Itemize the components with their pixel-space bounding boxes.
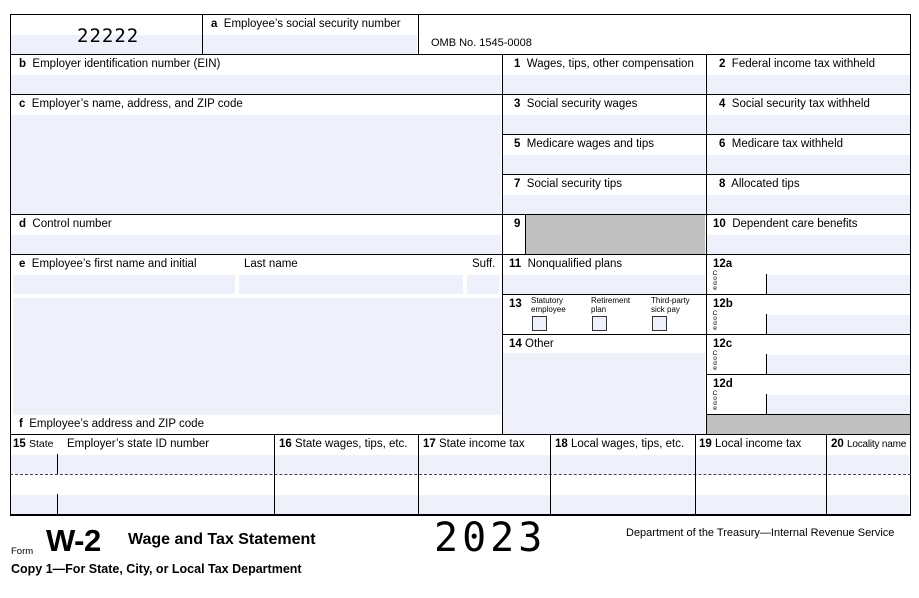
code-letter: C [712, 350, 718, 357]
box-e-label: e Employee’s first name and initial [19, 258, 197, 270]
retirement-plan-checkbox[interactable] [592, 316, 607, 331]
code-letter: o [713, 395, 717, 402]
code-letter: e [713, 365, 717, 372]
box-2-input[interactable] [707, 75, 910, 94]
box-12d-label: 12d [713, 378, 733, 390]
ssn-input[interactable] [203, 35, 417, 54]
box-1-label: 1 Wages, tips, other compensation [514, 58, 694, 70]
box-10-label: 10 Dependent care benefits [713, 218, 858, 230]
last-name-label: Last name [244, 258, 298, 270]
box-12b-label: 12b [713, 298, 733, 310]
department-text: Department of the Treasury—Internal Revenue Service [626, 527, 895, 539]
box-b-label: b Employer identification number (EIN) [19, 58, 221, 70]
employee-first-name-input[interactable] [13, 275, 235, 294]
box-d-label: d Control number [19, 218, 112, 230]
box-15-state-id-label: Employer’s state ID number [67, 438, 210, 450]
third-party-sick-pay-checkbox[interactable] [652, 316, 667, 331]
box-8-label: 8 Allocated tips [719, 178, 800, 190]
box-c-label: c Employer’s name, address, and ZIP code [19, 98, 243, 110]
box-4-label: 4 Social security tax withheld [719, 98, 870, 110]
code-letter: e [713, 405, 717, 412]
form-word: Form [11, 546, 34, 557]
code-letter: o [713, 275, 717, 282]
form-name: W-2 [46, 523, 101, 558]
box-12a-label: 12a [713, 258, 733, 270]
statutory-employee-checkbox[interactable] [532, 316, 547, 331]
code-letter: C [712, 310, 718, 317]
employer-name-input[interactable] [11, 115, 501, 214]
code-letter: d [713, 360, 717, 367]
thirdparty-label: Third-party sick pay [651, 296, 690, 314]
box-1-input[interactable] [503, 75, 705, 94]
control-number-input[interactable] [11, 235, 501, 254]
code-letter: C [712, 270, 718, 277]
box-2-label: 2 Federal income tax withheld [719, 58, 875, 70]
copy-designation: Copy 1—For State, City, or Local Tax Department [11, 562, 302, 576]
box-5-label: 5 Medicare wages and tips [514, 138, 655, 150]
box-19-label: 19 Local income tax [699, 438, 802, 450]
box-20-label: 20 Locality name [831, 438, 907, 450]
tax-year: 2023 [434, 515, 547, 561]
employee-suffix-input[interactable] [467, 275, 499, 294]
box-16-label: 16 State wages, tips, etc. [279, 438, 408, 450]
box-7-label: 7 Social security tips [514, 178, 623, 190]
control-code: 22222 [77, 25, 140, 47]
ein-input[interactable] [11, 75, 501, 94]
code-letter: d [713, 280, 717, 287]
suffix-label: Suff. [472, 258, 496, 270]
box-17-label: 17 State income tax [423, 438, 525, 450]
box-11-label: 11 Nonqualified plans [509, 258, 623, 270]
code-letter: d [713, 400, 717, 407]
box-f-label: f Employee’s address and ZIP code [19, 418, 204, 430]
box-3-label: 3 Social security wages [514, 98, 638, 110]
code-letter: C [712, 390, 718, 397]
box-9-label: 9 [514, 218, 521, 230]
code-letter: o [713, 355, 717, 362]
box-14-label: 14 Other [509, 338, 554, 350]
code-letter: o [713, 315, 717, 322]
box-18-label: 18 Local wages, tips, etc. [555, 438, 685, 450]
box-6-label: 6 Medicare tax withheld [719, 138, 844, 150]
box-12c-label: 12c [713, 338, 733, 350]
omb-number: OMB No. 1545-0008 [431, 37, 532, 49]
box-15-label: 15 State [13, 438, 54, 450]
code-letter: e [713, 325, 717, 332]
code-letter: e [713, 285, 717, 292]
employee-last-name-input[interactable] [239, 275, 463, 294]
code-letter: d [713, 320, 717, 327]
box-14-input[interactable] [503, 353, 705, 434]
statutory-label: Statutory employee [531, 296, 566, 314]
ssn-label: a Employee’s social security number [211, 18, 401, 30]
employee-address-input[interactable] [13, 298, 501, 415]
retirement-label: Retirement plan [591, 296, 631, 314]
form-title: Wage and Tax Statement [128, 531, 316, 548]
box-13-label: 13 [509, 298, 522, 310]
